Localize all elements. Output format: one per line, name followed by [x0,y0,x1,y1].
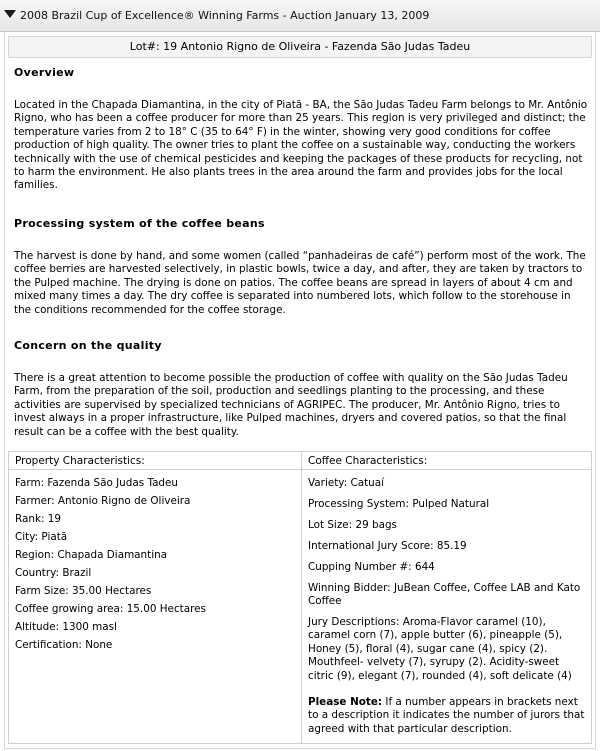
property-altitude: Altitude: 1300 masl [15,621,117,633]
property-rank: Rank: 19 [15,513,61,525]
property-country: Country: Brazil [15,567,92,579]
section-body: The harvest is done by hand, and some women (called “panhadeiras de café”) perform most of the work. The coffee berries are harvested selectively, in plastic bowls, twice a day, and after, they are taken by tractors to the Pulped machine. The drying is done on patios. The coffee beans are spread in layers of about 4 cm and mixed many times a day. The dry coffee is separated into numbered lots, which follow to the storehouse in the conditions recommended for the coffee storage. [14,250,586,316]
note-label: Please Note: [308,696,383,708]
lot-content-panel [4,32,596,749]
property-growing-area: Coffee growing area: 15.00 Hectares [15,603,206,615]
page-title: 2008 Brazil Cup of Excellence® Winning Farms - Auction January 13, 2009 [20,9,430,22]
property-city: City: Piatã [15,531,68,543]
section-heading: Concern on the quality [14,339,162,352]
processing-section [14,217,590,230]
property-heading: Property Characteristics: [9,452,301,470]
section-body: There is a great attention to become possible the production of coffee with quality on the São Judas Tadeu Farm, from the preparation of the soil, production and seedlings planting to the processing, and these activities are supervised by specialized technicians of AGRIPEC. The producer, Mr. Antônio Rigno, tries to invest always in a proper infrastructure, like Pulped machines, dryers and covered patios, so that the final result can be a coffee with the best quality. [14,372,568,438]
characteristics-table [8,451,592,744]
coffee-variety: Variety: Catuaí [308,477,385,489]
property-certification: Certification: None [15,639,113,651]
property-region: Region: Chapada Diamantina [15,549,168,561]
section-body: Located in the Chapada Diamantina, in the city of Piatã - BA, the São Judas Tadeu Farm belongs to Mr. Antônio Rigno, who has been a coffee producer for more than 25 years. This region is very privileged and distinct; the temperature varies from 2 to 18° C (35 to 64° F) in the winter, showing very good conditions for coffee production of high quality. The owner tries to plant the coffee on a sustainable way, conducting the workers technically with the use of chemical pesticides and keeping the packages of these products for recycling, not to harm the environment. He also plants trees in the area around the farm and provides jobs for the local families. [14,99,588,192]
coffee-processing: Processing System: Pulped Natural [308,498,490,510]
coffee-lot-size: Lot Size: 29 bags [308,519,397,531]
section-heading: Processing system of the coffee beans [14,217,265,230]
overview-body-block [14,99,590,193]
coffee-jury-score: International Jury Score: 85.19 [308,540,467,552]
processing-body-block [14,250,590,317]
coffee-winning-bidder: Winning Bidder: JuBean Coffee, Coffee LAB and Kato Coffee [308,582,581,608]
lot-header: Lot#: 19 Antonio Rigno de Oliveira - Fazenda São Judas Tadeu [8,36,592,58]
coffee-cupping-number: Cupping Number #: 644 [308,561,435,573]
property-farmer: Farmer: Antonio Rigno de Oliveira [15,495,191,507]
property-farm-size: Farm Size: 35.00 Hectares [15,585,152,597]
overview-section [14,66,590,79]
coffee-jury-descriptions: Jury Descriptions: Aroma-Flavor caramel (10), caramel corn (7), apple butter (6), pineapple (5), Honey (5), floral (4), sugar cane (4), spicy (2). Mouthfeel- velvety (7), syrupy (2). Acidity-sweet citric (9), elegant (7), rounded (4), soft delicate (4) [308,616,572,682]
collapsible-title-bar[interactable] [0,0,600,32]
note-text: If a number appears in brackets next to a description it indicates the number of jurors that agreed with that particular description. [308,696,585,735]
quality-body-block [14,372,590,439]
coffee-heading: Coffee Characteristics: [302,452,591,470]
property-column [9,452,302,743]
coffee-note [308,696,585,736]
coffee-column [302,452,591,743]
property-farm: Farm: Fazenda São Judas Tadeu [15,477,179,489]
collapse-triangle-icon[interactable] [4,10,16,18]
section-heading: Overview [14,66,75,79]
quality-section [14,339,590,352]
